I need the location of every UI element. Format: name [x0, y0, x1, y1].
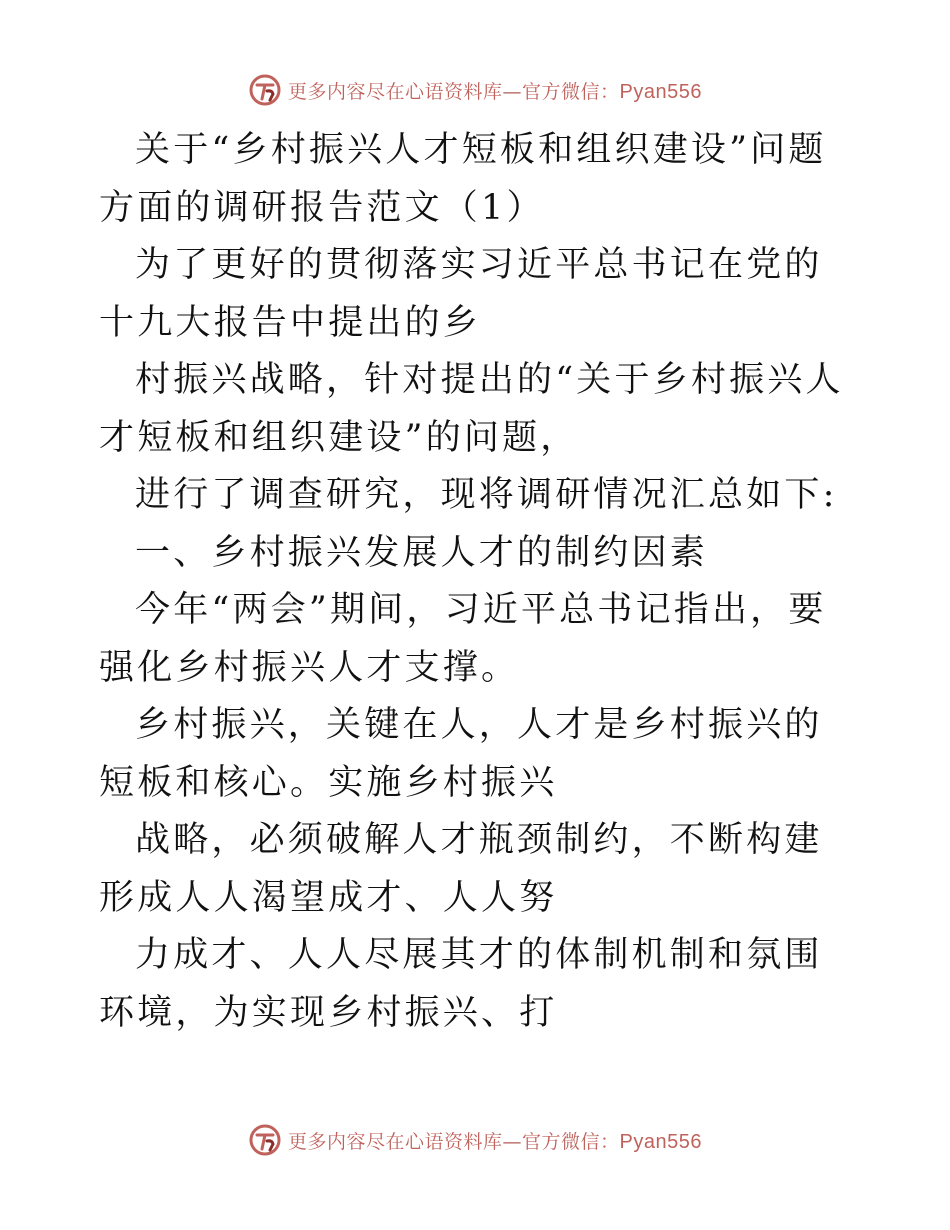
paragraph: 战略，必须破解人才瓶颈制约，不断构建形成人人渴望成才、人人努	[99, 820, 823, 918]
footer-watermark-banner	[0, 1120, 950, 1160]
banner-text: 更多内容尽在心语资料库—官方微信：Pyan556	[288, 1130, 702, 1153]
paragraph: 力成才、人人尽展其才的体制机制和氛围环境，为实现乡村振兴、打	[99, 935, 823, 1033]
seal-logo-icon	[248, 73, 282, 107]
paragraph: 进行了调查研究，现将调研情况汇总如下:	[135, 475, 838, 515]
paragraph: 今年“两会”期间，习近平总书记指出，要强化乡村振兴人才支撑。	[99, 590, 827, 688]
header-watermark-banner	[0, 70, 950, 110]
seal-logo-icon	[248, 1123, 282, 1157]
paragraph: 乡村振兴，关键在人，人才是乡村振兴的短板和核心。实施乡村振兴	[99, 705, 823, 803]
banner-text: 更多内容尽在心语资料库—官方微信：Pyan556	[288, 80, 702, 103]
section-heading: 一、乡村振兴发展人才的制约因素	[135, 532, 709, 573]
doc-title: 关于“乡村振兴人才短板和组织建设”问题方面的调研报告范文（1）	[99, 130, 827, 228]
paragraph: 村振兴战略，针对提出的“关于乡村振兴人才短板和组织建设”的问题，	[99, 360, 844, 458]
document-body	[99, 122, 859, 1042]
paragraph: 为了更好的贯彻落实习近平总书记在党的十九大报告中提出的乡	[99, 245, 823, 343]
